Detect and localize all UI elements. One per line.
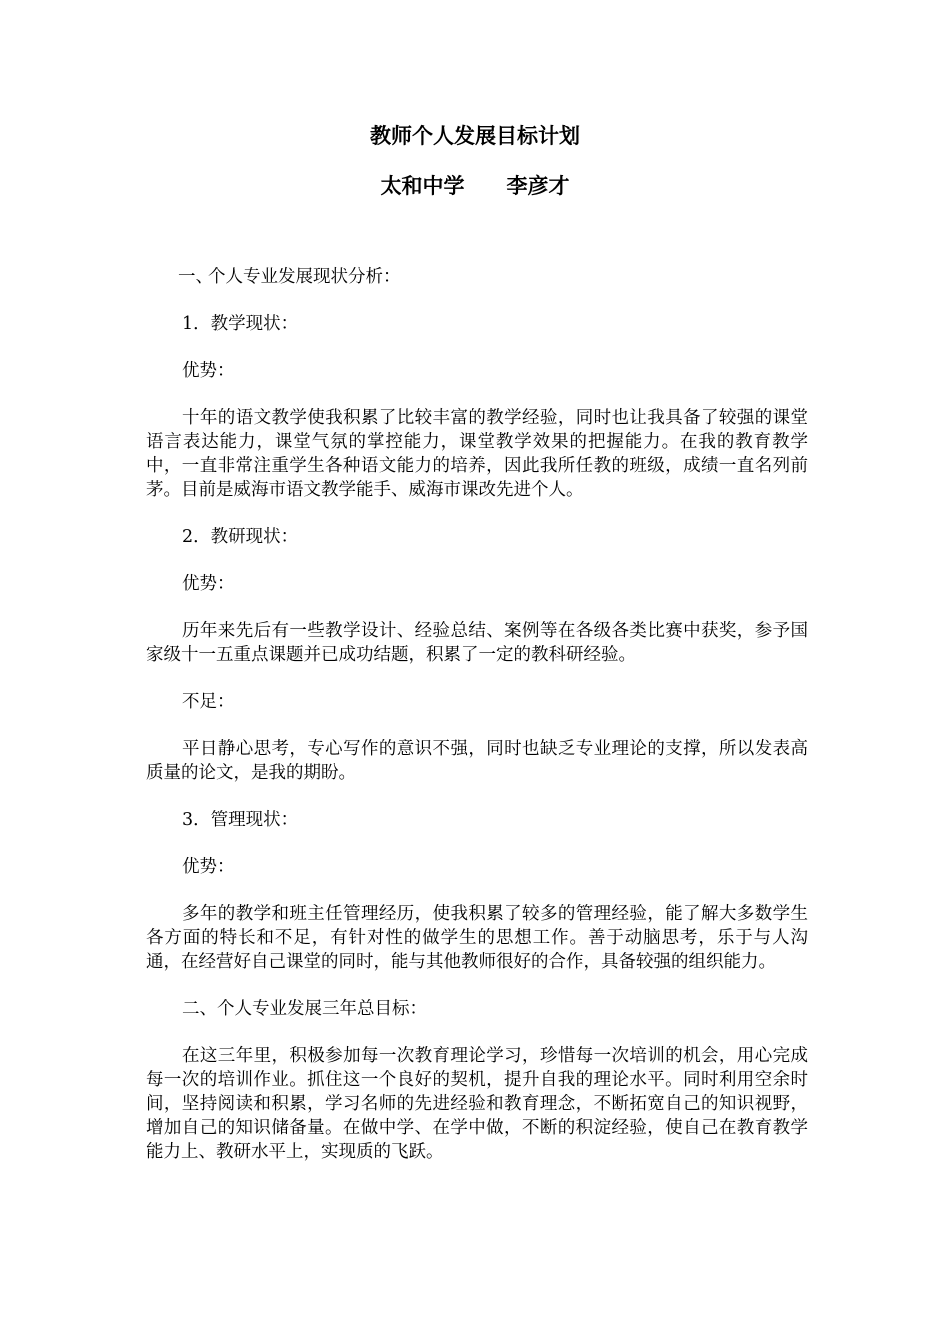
school-name: 太和中学 xyxy=(380,174,465,198)
page-title: 教师个人发展目标计划 xyxy=(370,124,580,148)
paragraph-three-year-goal: 在这三年里，积极参加每一次教育理论学习，珍惜每一次培训的机会，用心完成每一次的培训作业。抓住这一个良好的契机，提升自我的理论水平。同时利用空余时间，坚持阅读和积累，学习名师的先进经验和教育理念，不断拓宽自己的知识视野，增加自己的知识储备量。在做中学、在学中做，不断的积淀经验，使自己在教育教学能力上、教研水平上，实现质的飞跃。 xyxy=(146,1046,808,1162)
paragraph-management-strengths: 多年的教学和班主任管理经历，使我积累了较多的管理经验，能了解大多数学生各方面的特长和不足，有针对性的做学生的思想工作。善于动脑思考，乐于与人沟通，在经营好自己课堂的同时，能与其他教师很好的合作，具备较强的组织能力。 xyxy=(146,904,808,972)
paragraph-research-weaknesses: 平日静心思考，专心写作的意识不强，同时也缺乏专业理论的支撑，所以发表高质量的论文，是我的期盼。 xyxy=(146,739,808,783)
label-strengths: 优势： xyxy=(182,361,235,381)
section-heading-text: 个人专业发展现状分析： xyxy=(208,267,401,287)
subheading-teaching: 1．教学现状： xyxy=(182,314,299,334)
subheading-management: 3．管理现状： xyxy=(182,810,299,830)
author-line xyxy=(0,172,950,200)
document-body xyxy=(146,265,808,1164)
label-strengths: 优势： xyxy=(182,574,235,594)
label-strengths: 优势： xyxy=(182,857,235,877)
paragraph-research-strengths: 历年来先后有一些教学设计、经验总结、案例等在各级各类比赛中获奖，参予国家级十一五重点课题并已成功结题，积累了一定的教科研经验。 xyxy=(146,621,808,665)
paragraph-teaching-strengths: 十年的语文教学使我积累了比较丰富的教学经验，同时也让我具备了较强的课堂语言表达能力，课堂气氛的掌控能力，课堂教学效果的把握能力。在我的教育教学中，一直非常注重学生各种语文能力的培养，因此我所任教的班级，成绩一直名列前茅。目前是威海市语文教学能手、威海市课改先进个人。 xyxy=(146,408,808,500)
section-heading-1 xyxy=(146,265,808,289)
section-number: 一、 xyxy=(178,267,213,287)
section-heading-2: 二、个人专业发展三年总目标： xyxy=(182,999,427,1019)
author-name: 李彦才 xyxy=(506,174,570,198)
subheading-research: 2．教研现状： xyxy=(182,527,299,547)
label-weaknesses: 不足： xyxy=(182,692,235,712)
